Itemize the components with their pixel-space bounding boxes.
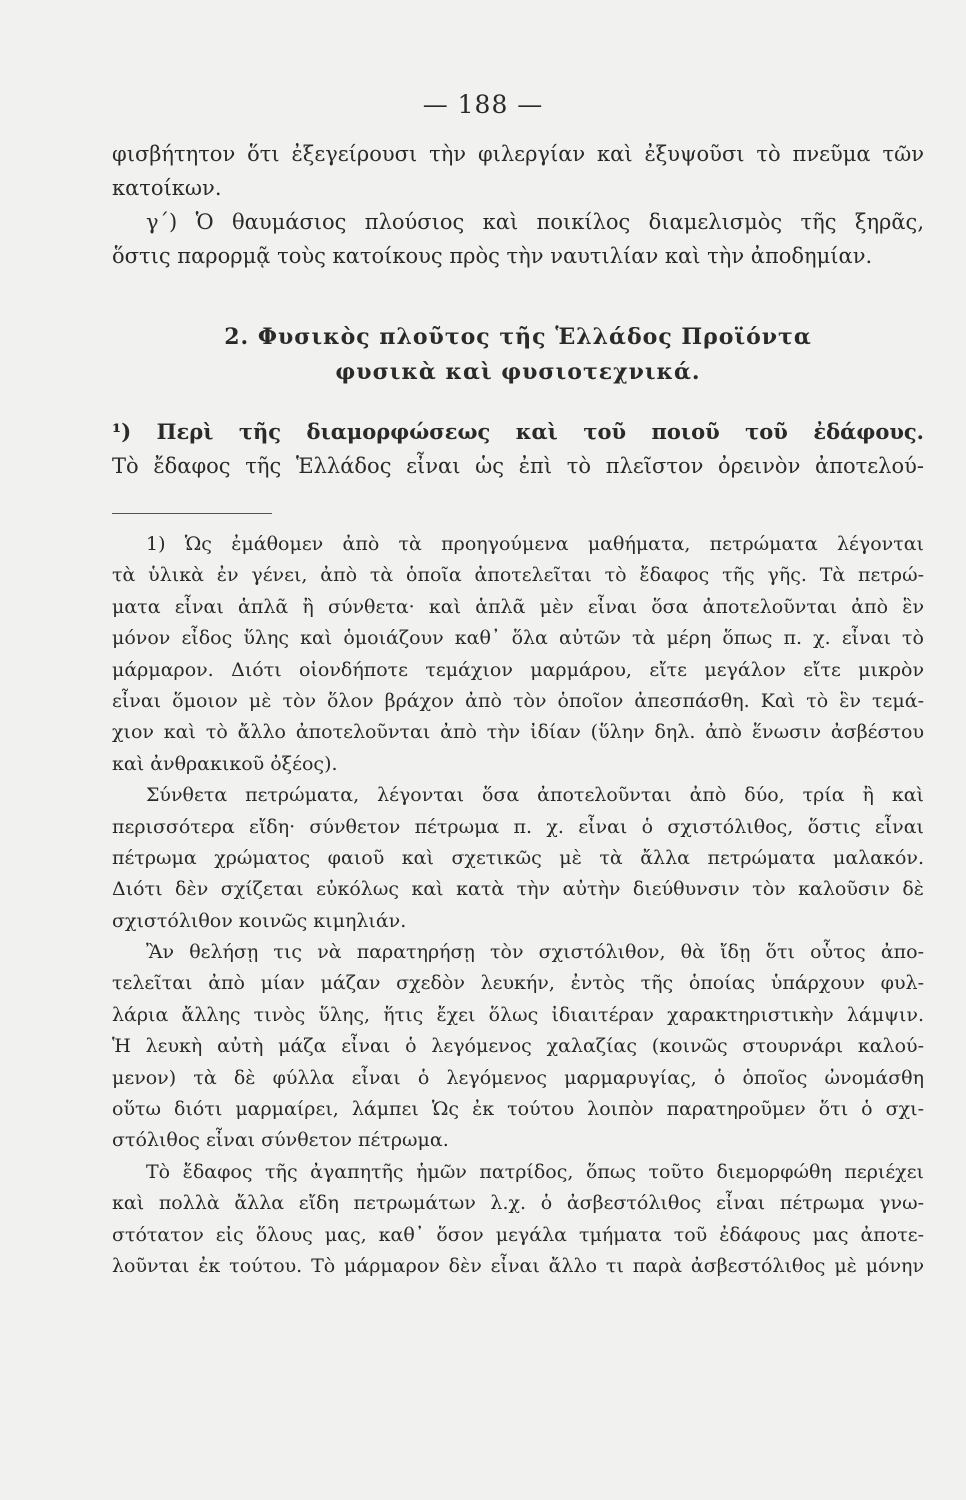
footnote-line: Σύνθετα πετρώματα, λέγονται ὅσα ἀποτελοῦνται ἀπὸ δύο, τρία ἢ καὶ — [146, 784, 924, 807]
footnote-line: καὶ πολλὰ ἄλλα εἴδη πετρωμάτων λ.χ. ὁ ἀσβεστόλιθος εἶναι πέτρωμα γνω- — [112, 1192, 924, 1215]
footnote-line: στόλιθος εἶναι σύνθετον πέτρωμα. — [112, 1129, 449, 1152]
footnote-line: Ἂν θελήσῃ τις νὰ παρατηρήσῃ τὸν σχιστόλιθον, θὰ ἴδῃ ὅτι οὗτος ἀπο- — [146, 941, 924, 964]
footnote-line: εἶναι ὅμοιον μὲ τὸν ὅλον βράχον ἀπὸ τὸν ὁποῖον ἀπεσπάσθη. Καὶ τὸ ἓν τεμά- — [112, 689, 924, 712]
footnote-line: Ἡ λευκὴ αὐτὴ μάζα εἶναι ὁ λεγόμενος χαλαζίας (κοινῶς στουρνάρι καλού- — [112, 1035, 924, 1058]
footnote — [112, 529, 924, 1282]
footnote-divider — [112, 513, 272, 514]
footnote-line: μενον) τὰ δὲ φύλλα εἶναι ὁ λεγόμενος μαρμαρυγίας, ὁ ὁποῖος ὠνομάσθη — [112, 1066, 924, 1089]
footnote-line: ματα εἶναι ἁπλᾶ ἢ σύνθετα· καὶ ἁπλᾶ μὲν εἶναι ὅσα ἀποτελοῦνται ἀπὸ ἓν — [112, 595, 924, 618]
footnote-line: περισσότερα εἴδη· σύνθετον πέτρωμα π. χ. εἶναι ὁ σχιστόλιθος, ὅστις εἶναι — [112, 815, 924, 838]
footnote-line: στότατον εἰς ὅλους μας, καθ᾽ ὅσον μεγάλα τμήματα τοῦ ἐδάφους μας ἀποτε- — [112, 1223, 924, 1246]
footnote-line: μάρμαρον. Διότι οἱονδήποτε τεμάχιον μαρμάρου, εἴτε μεγάλον εἴτε μικρὸν — [112, 658, 924, 681]
footnote-line: μόνον εἶδος ὕλης καὶ ὁμοιάζουν καθ᾽ ὅλα αὐτῶν τὰ μέρη ὅπως π. χ. εἶναι τὸ — [112, 627, 924, 650]
page-number: — 188 — — [422, 90, 544, 119]
subsection-heading: ¹) Περὶ τῆς διαμορφώσεως καὶ τοῦ ποιοῦ τοῦ ἐδάφους. — [112, 419, 924, 444]
footnote-line: 1) Ὡς ἐμάθομεν ἀπὸ τὰ προηγούμενα μαθήματα, πετρώματα λέγονται — [146, 533, 924, 555]
footnote-line: τὰ ὑλικὰ ἐν γένει, ἀπὸ τὰ ὁποῖα ἀποτελεῖται τὸ ἔδαφος τῆς γῆς. Τὰ πετρώ- — [112, 564, 924, 587]
top-paragraph — [112, 137, 924, 273]
footnote-line: χιον καὶ τὸ ἄλλο ἀποτελοῦνται ἀπὸ τὴν ἰδίαν (ὕλην δηλ. ἀπὸ ἕνωσιν ἀσβέστου — [112, 721, 924, 744]
text-line: Τὸ ἔδαφος τῆς Ἑλλάδος εἶναι ὡς ἐπὶ τὸ πλεῖστον ὀρεινὸν ἀποτελού- — [112, 454, 924, 478]
footnote-line: σχιστόλιθον κοινῶς κιμηλιάν. — [112, 909, 407, 932]
text-line: γ΄) Ὁ θαυμάσιος πλούσιος καὶ ποικίλος διαμελισμὸς τῆς ξηρᾶς, — [146, 210, 924, 234]
footnote-line: πέτρωμα χρώματος φαιοῦ καὶ σχετικῶς μὲ τὰ ἄλλα πετρώματα μαλακόν. — [112, 846, 924, 869]
footnote-line: Διότι δὲν σχίζεται εὐκόλως καὶ κατὰ τὴν αὐτὴν διεύθυνσιν τὸν καλοῦσιν δὲ — [112, 878, 924, 901]
footnote-line: λάρια ἄλλης τινὸς ὕλης, ἥτις ἔχει ὅλως ἰδιαιτέραν χαρακτηριστικὴν λάμψιν. — [112, 1003, 924, 1026]
text-line: ὅστις παρορμᾷ τοὺς κατοίκους πρὸς τὴν ναυτιλίαν καὶ τὴν ἀποδημίαν. — [112, 244, 873, 268]
footnote-line: καὶ ἀνθρακικοῦ ὀξέος). — [112, 752, 338, 775]
text-line: κατοίκων. — [112, 176, 222, 200]
subsection — [112, 415, 924, 483]
footnote-line: τελεῖται ἀπὸ μίαν μάζαν σχεδὸν λευκήν, ἐντὸς τῆς ὁποίας ὑπάρχουν φυλ- — [112, 972, 924, 995]
footnote-line: Τὸ ἔδαφος τῆς ἀγαπητῆς ἡμῶν πατρίδος, ὅπως τοῦτο διεμορφώθη περιέχει — [146, 1160, 924, 1183]
footnote-line: λοῦνται ἐκ τούτου. Τὸ μάρμαρον δὲν εἶναι ἄλλο τι παρὰ ἀσβεστόλιθος μὲ μόνην — [112, 1254, 924, 1277]
section-heading: 2. Φυσικὸς πλοῦτος τῆς Ἑλλάδος Προϊόντα — [224, 324, 812, 350]
text-line: φισβήτητον ὅτι ἐξεγείρουσι τὴν φιλεργίαν καὶ ἐξυψοῦσι τὸ πνεῦμα τῶν — [112, 142, 924, 166]
footnote-line: οὕτω διότι μαρμαίρει, λάμπει Ὡς ἐκ τούτου λοιπὸν παρατηροῦμεν ὅτι ὁ σχι- — [112, 1098, 924, 1121]
section-heading-continued: φυσικὰ καὶ φυσιοτεχνικά. — [335, 359, 701, 385]
